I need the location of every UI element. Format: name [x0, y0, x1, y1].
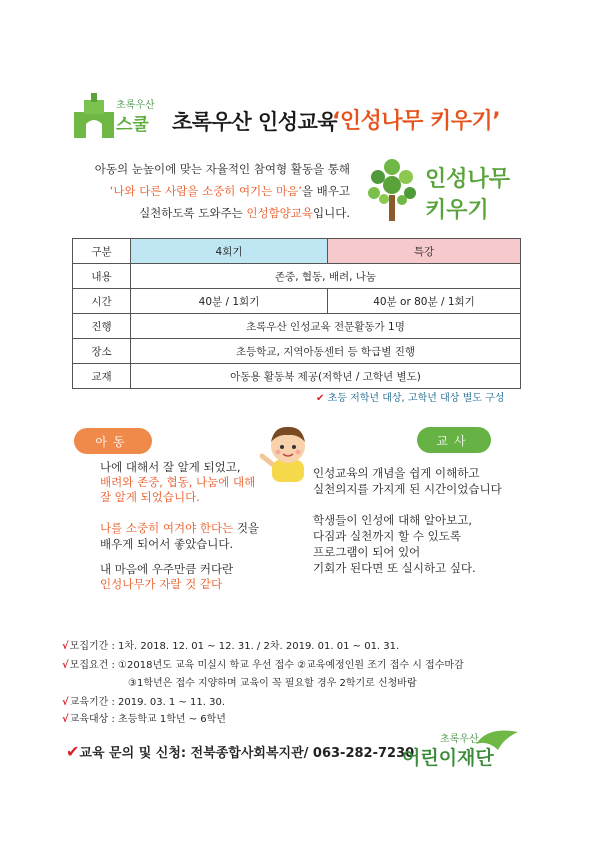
- logo-subtitle: 초록우산: [116, 100, 155, 111]
- education-period: [62, 696, 225, 710]
- table-cell: 초등학교, 지역아동센터 등 학급별 진행: [131, 339, 521, 364]
- tree-title-2: 키우기: [425, 198, 489, 223]
- requirement-2: ③1학년은 접수 지양하며 교육이 꼭 필요할 경우 2학기로 신청바람: [128, 678, 417, 689]
- intro-line-3: [60, 202, 350, 224]
- table-cell: 존중, 협동, 배려, 나눔: [131, 264, 521, 289]
- education-period-text: 교육기간 : 2019. 03. 1 ~ 11. 30.: [69, 697, 226, 708]
- table-row: [73, 264, 521, 289]
- table-row: [73, 314, 521, 339]
- requirement-1-text: 모집요건 : ①2018년도 교육 미실시 학교 우선 접수 ②교육예정인원 조기 접수 시 접수마감: [69, 660, 464, 671]
- page-title-quote: ‘인성나무 키우기’: [332, 109, 501, 134]
- check-icon: ✔: [66, 742, 80, 761]
- check-icon: ✔: [316, 393, 325, 404]
- child-label-badge: 아동: [74, 428, 152, 454]
- child-review-1-line-1: 나에 대해서 잘 알게 되었고,: [100, 460, 241, 474]
- table-row-label: 진행: [73, 314, 131, 339]
- child-review-1-line-2-text: 배려와 존중, 협동, 나눔에 대해: [100, 475, 256, 489]
- target-note-text: 초등 저학년 대상, 고학년 대상 별도 구성: [327, 393, 505, 404]
- umbrella-leaf-icon: [474, 726, 520, 752]
- child-review-1-line-3: [100, 490, 200, 505]
- child-review-2-line-1: [100, 521, 259, 536]
- education-target: [62, 713, 226, 727]
- child-review-2-rest: 것을: [233, 521, 260, 535]
- requirement-1: [62, 659, 464, 673]
- intro-highlight: ‘나와 다른 사람을 소중히 여기는 마음’: [109, 184, 302, 198]
- check-icon: √: [62, 660, 69, 671]
- teacher-label-badge: 교사: [417, 427, 491, 453]
- child-review-3-line-2-text: 인성나무가 자랄 것 같다: [100, 577, 223, 591]
- table-header-cell: 구분: [73, 239, 131, 264]
- table-row: [73, 339, 521, 364]
- recruit-period: [62, 640, 399, 654]
- foundation-logo-name: 어린이재단: [402, 747, 494, 769]
- table-cell: 아동용 활동북 제공(저학년 / 고학년 별도): [131, 364, 521, 389]
- child-review-2-line-2: 배우게 되어서 좋았습니다.: [100, 537, 234, 551]
- intro-line-3-start: 실천하도록 도와주는: [139, 206, 247, 220]
- foundation-logo-small: 초록우산: [440, 734, 479, 745]
- table-header-row: [73, 239, 521, 264]
- teacher-review-2-line-2: 다짐과 실천까지 할 수 있도록: [313, 529, 461, 543]
- child-review-1-line-2: [100, 475, 255, 490]
- intro-line-3-end: 입니다.: [313, 206, 350, 220]
- child-review-3-line-2: [100, 577, 222, 592]
- check-icon: √: [62, 697, 69, 708]
- table-header-cell: 4회기: [131, 239, 328, 264]
- table-row: [73, 364, 521, 389]
- child-review-1-line-3-text: 잘 알게 되었습니다.: [100, 490, 200, 504]
- contact-info: [66, 742, 414, 761]
- intro-line-2-rest: 을 배우고: [301, 184, 350, 198]
- table-cell: 40분 or 80분 / 1회기: [328, 289, 521, 314]
- table-row-label: 내용: [73, 264, 131, 289]
- teacher-review-2-line-1: 학생들이 인성에 대해 알아보고,: [313, 513, 473, 527]
- child-character-icon: [258, 420, 318, 490]
- education-target-text: 교육대상 : 초등학교 1학년 ~ 6학년: [69, 714, 226, 725]
- intro-highlight-2: 인성함양교육: [246, 206, 314, 220]
- teacher-review-2-line-3: 프로그램이 되어 있어: [313, 545, 421, 559]
- teacher-review-2-line-4: 기회가 된다면 또 실시하고 싶다.: [313, 561, 476, 575]
- check-icon: √: [62, 641, 69, 652]
- table-row-label: 교재: [73, 364, 131, 389]
- tree-icon: [362, 155, 422, 223]
- child-review-3-line-1: 내 마음에 우주만큼 커다란: [100, 562, 234, 576]
- contact-text: 교육 문의 및 신청: 전북종합사회복지관/ 063-282-7230: [79, 746, 415, 761]
- child-review-2-highlight: 나를 소중히 여겨야 한다는: [100, 521, 234, 535]
- page-title: 초록우산 인성교육: [172, 110, 338, 134]
- check-icon: √: [62, 714, 69, 725]
- teacher-review-1-line-2: 실천의지를 가지게 된 시간이었습니다: [313, 482, 502, 496]
- logo-title: 스쿨: [116, 115, 149, 135]
- intro-line-1: 아동의 눈높이에 맞는 자율적인 참여형 활동을 통해: [94, 162, 350, 176]
- table-row-label: 장소: [73, 339, 131, 364]
- intro-line-2: [60, 180, 350, 202]
- table-cell: 40분 / 1회기: [131, 289, 328, 314]
- teacher-review-1-line-1: 인성교육의 개념을 쉽게 이해하고: [313, 466, 480, 480]
- table-header-cell: 특강: [328, 239, 521, 264]
- table-row: [73, 289, 521, 314]
- tree-title-1: 인성나무: [425, 167, 511, 192]
- recruit-period-text: 모집기간 : 1차. 2018. 12. 01 ~ 12. 31. / 2차. 2019. 01. 01 ~ 01. 31.: [69, 641, 400, 652]
- target-note: [316, 389, 504, 404]
- program-table: [72, 238, 521, 389]
- table-row-label: 시간: [73, 289, 131, 314]
- table-cell: 초록우산 인성교육 전문활동가 1명: [131, 314, 521, 339]
